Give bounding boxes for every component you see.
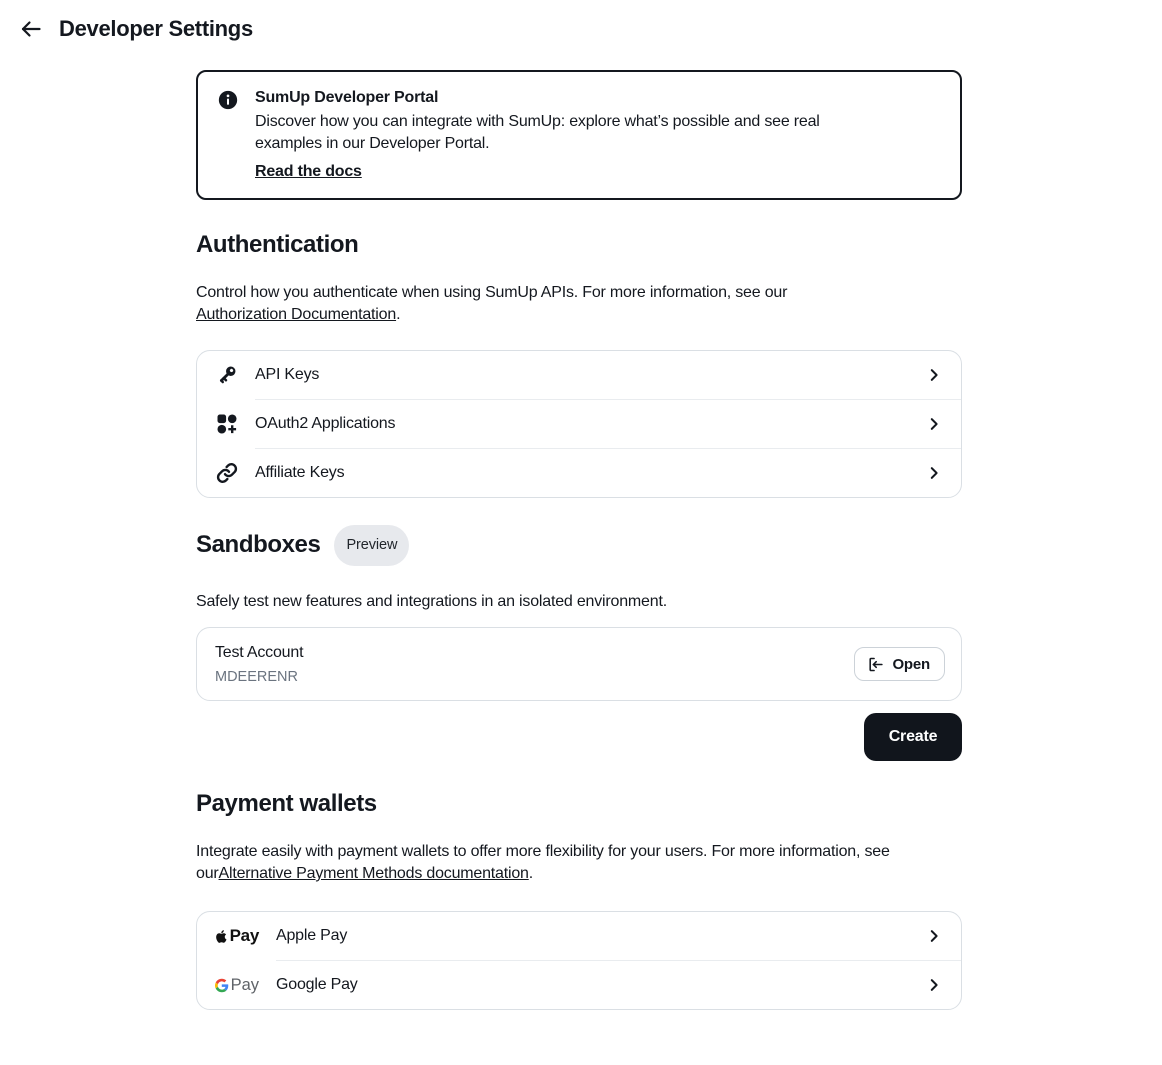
payment-wallets-card <box>196 911 962 1010</box>
payment-wallets-heading: Payment wallets <box>196 790 377 817</box>
authorization-documentation-link[interactable]: Authorization Documentation <box>196 306 397 323</box>
open-button[interactable] <box>854 647 945 681</box>
test-account-name: Test Account <box>215 643 304 661</box>
authentication-description-period: . <box>396 306 401 323</box>
login-icon <box>867 656 884 673</box>
sandboxes-description: Safely test new features and integrations in an isolated environment. <box>196 593 667 610</box>
alternative-payment-methods-link[interactable]: Alternative Payment Methods documentation <box>218 865 529 882</box>
developer-portal-banner <box>196 70 962 200</box>
apple-pay-row[interactable] <box>197 912 961 960</box>
oauth2-applications-row[interactable] <box>197 400 961 448</box>
create-row <box>196 713 962 761</box>
oauth2-applications-label: OAuth2 Applications <box>255 415 396 432</box>
key-icon <box>215 363 239 387</box>
google-pay-logo <box>215 976 259 995</box>
test-account-card <box>196 627 962 701</box>
read-docs-link[interactable]: Read the docs <box>255 163 362 180</box>
apple-pay-logo <box>215 926 259 946</box>
chevron-right-icon <box>925 464 943 482</box>
open-button-label: Open <box>892 655 930 673</box>
authentication-card <box>196 350 962 498</box>
info-icon <box>218 90 238 110</box>
sandboxes-heading-text: Sandboxes <box>196 531 321 558</box>
test-account-info <box>215 642 303 687</box>
create-button[interactable]: Create <box>864 713 962 761</box>
google-pay-label: Google Pay <box>276 976 358 993</box>
banner-title: SumUp Developer Portal <box>255 89 439 106</box>
affiliate-keys-row[interactable] <box>197 449 961 497</box>
payment-wallets-description-period: . <box>528 865 533 882</box>
arrow-left-icon <box>19 17 43 41</box>
chevron-right-icon <box>925 366 943 384</box>
apps-add-icon <box>215 412 239 436</box>
sandboxes-heading <box>196 528 962 569</box>
preview-badge: Preview <box>334 525 409 566</box>
authentication-heading: Authentication <box>196 231 359 258</box>
banner-text-block <box>255 87 861 181</box>
apple-pay-label: Apple Pay <box>276 927 348 944</box>
link-icon <box>215 461 239 485</box>
main-content <box>196 70 962 1010</box>
header <box>0 0 1162 46</box>
payment-wallets-description <box>196 841 962 885</box>
payment-wallets-description-text: Integrate easily with payment wallets to offer more flexibility for your users. For more information, see our <box>196 843 890 882</box>
apple-pay-wordmark: Pay <box>229 926 259 945</box>
api-keys-label: API Keys <box>255 366 320 383</box>
google-pay-wordmark: Pay <box>230 975 259 994</box>
banner-body: Discover how you can integrate with SumUp: explore what’s possible and see real examples in our Developer Portal. <box>255 113 820 152</box>
chevron-right-icon <box>925 415 943 433</box>
authentication-description <box>196 282 856 326</box>
back-button[interactable] <box>18 16 44 42</box>
chevron-right-icon <box>925 976 943 994</box>
page-title: Developer Settings <box>59 16 253 41</box>
chevron-right-icon <box>925 927 943 945</box>
google-pay-row[interactable] <box>197 961 961 1009</box>
test-account-code: MDEERENR <box>215 668 298 685</box>
api-keys-row[interactable] <box>197 351 961 399</box>
authentication-description-text: Control how you authenticate when using SumUp APIs. For more information, see our <box>196 284 788 301</box>
affiliate-keys-label: Affiliate Keys <box>255 464 345 481</box>
